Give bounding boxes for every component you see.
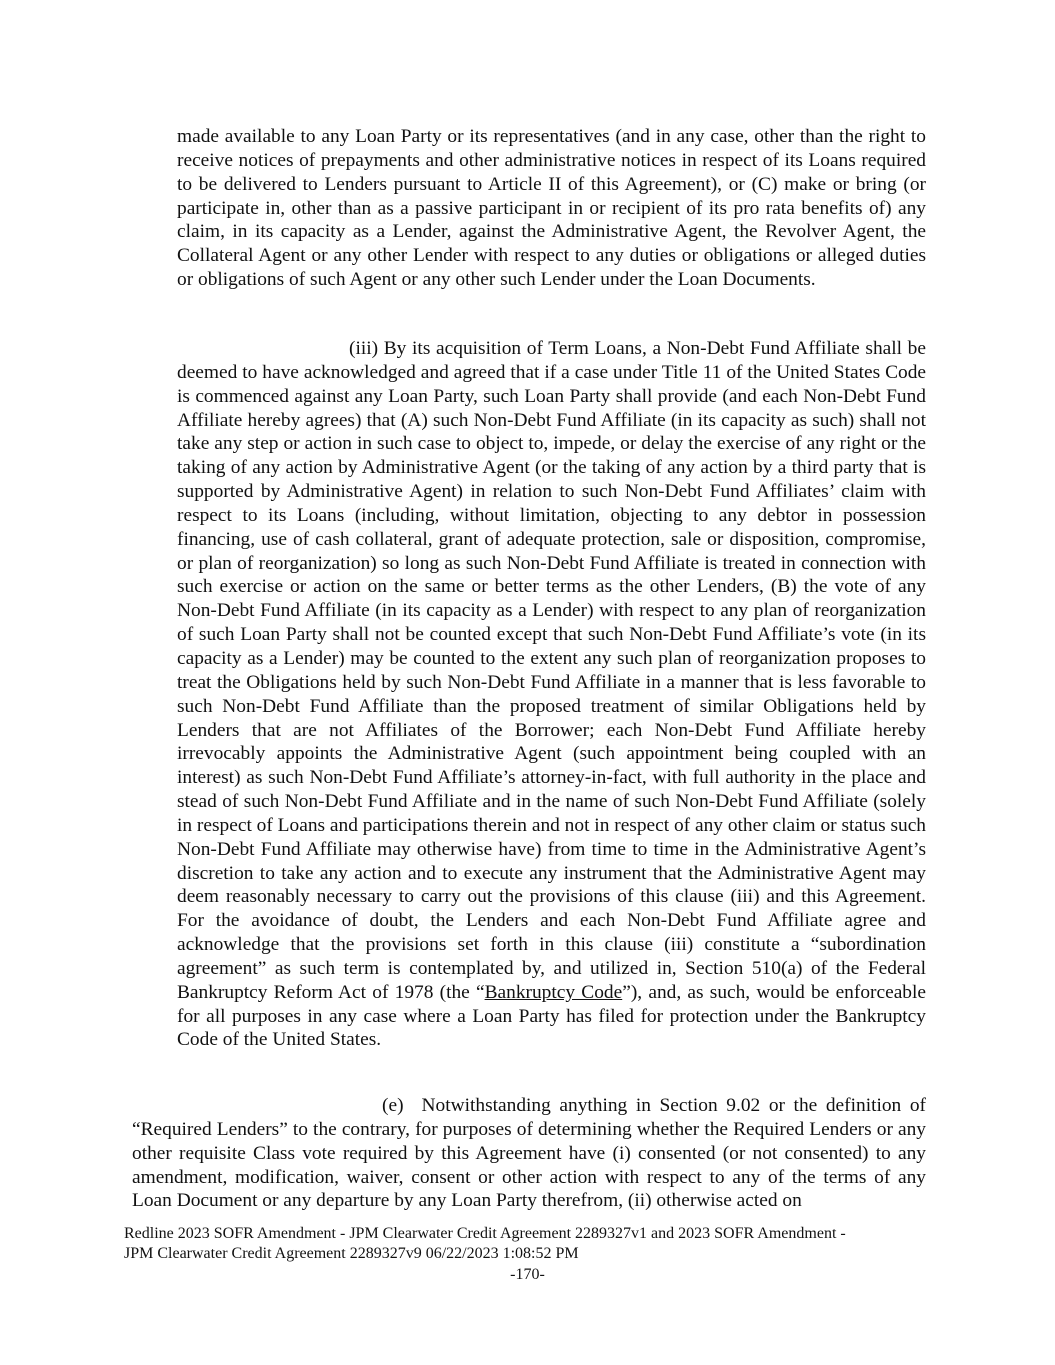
- section-text: Notwithstanding anything in Section 9.02 or the definition of “Required Lenders” to the contrary, for purposes of determining whether the Required Lenders or any other requisite Class vote required by this Agreement have (i) consented (or not consented) to any amendment, modification, waiver, consent or other action with respect to any of the terms of any Loan Document or any departure by any Loan Party therefrom, (ii) otherwise acted on: [132, 1095, 926, 1212]
- footer-line-2: JPM Clearwater Credit Agreement 2289327v9 06/22/2023 1:08:52 PM: [124, 1245, 579, 1262]
- document-footer: [124, 1224, 924, 1264]
- section-label: (e): [382, 1095, 404, 1116]
- paragraph-clause-iii: [177, 337, 926, 1052]
- defined-term: Bankruptcy Code: [484, 981, 623, 1003]
- clause-text: By its acquisition of Term Loans, a Non-Debt Fund Affiliate shall be deemed to have acknowledged and agreed that if a case under Title 11 of the United States Code is commenced against any Loan Party, such Loan Party shall provide (and each Non-Debt Fund Affiliate hereby agrees) that (A) such Non-Debt Fund Affiliate (in its capacity as such) shall not take any step or action in such case to object to, impede, or delay the exercise of any right or the taking of any action by Administrative Agent (or the taking of any action by a third party that is supported by Administrative Agent) in relation to such Non-Debt Fund Affiliates’ claim with respect to its Loans (including, without limitation, objecting to any debtor in possession financing, use of cash collateral, grant of adequate protection, sale or disposition, compromise, or plan of reorganization) so long as such Non-Debt Fund Affiliate is treated in connection with such exercise or action on the same or better terms as the other Lenders, (B) the vote of any Non-Debt Fund Affiliate (in its capacity as a Lender) with respect to any plan of reorganization of such Loan Party shall not be counted except that such Non-Debt Fund Affiliate’s vote (in its capacity as a Lender) may be counted to the extent any such plan of reorganization proposes to treat the Obligations held by such Non-Debt Fund Affiliate in a manner that is less favorable to such Non-Debt Fund Affiliate than the proposed treatment of similar Obligations held by Lenders that are not Affiliates of the Borrower; each Non-Debt Fund Affiliate hereby irrevocably appoints the Administrative Agent (such appointment being coupled with an interest) as such Non-Debt Fund Affiliate’s attorney-in-fact, with full authority in the place and stead of such Non-Debt Fund Affiliate and in the name of such Non-Debt Fund Affiliate (solely in respect of Loans and participations therein and not in respect of any other claim or status such Non-Debt Fund Affiliate may otherwise have) from time to time in the Administrative Agent’s discretion to take any action and to execute any instrument that the Administrative Agent may deem reasonably necessary to carry out the provisions of this clause (iii) and this Agreement. For the avoidance of doubt, the Lenders and each Non-Debt Fund Affiliate agree and acknowledge that the provisions set forth in this clause (iii) constitute a “subordination agreement” as such term is contemplated by, and utilized in, Section 510(a) of the Federal Bankruptcy Reform Act of 1978 (the “: [177, 338, 927, 1003]
- clause-tail: ”), and, as such, would be enforceable for all purposes in any case where a Loan Party has filed for protection under the Bankruptcy Code of the United States.: [177, 981, 926, 1051]
- paragraph-section-e: [132, 1094, 926, 1213]
- page-number: -170-: [510, 1266, 545, 1283]
- paragraph-continuation: made available to any Loan Party or its representatives (and in any case, other than the right to receive notices of prepayments and other administrative notices in respect of its Loans required to be delivered to Lenders pursuant to Article II of this Agreement), or (C) make or bring (or participate in, other than as a passive participant in or recipient of its pro rata benefits of) any claim, in its capacity as a Lender, against the Administrative Agent, the Revolver Agent, the Collateral Agent or any other Lender with respect to any duties or obligations or alleged duties or obligations of such Agent or any other such Lender under the Loan Documents.: [177, 126, 926, 291]
- clause-label: (iii): [349, 338, 379, 359]
- footer-line-1: Redline 2023 SOFR Amendment - JPM Clearwater Credit Agreement 2289327v1 and 2023 SOFR Amendment -: [124, 1225, 846, 1242]
